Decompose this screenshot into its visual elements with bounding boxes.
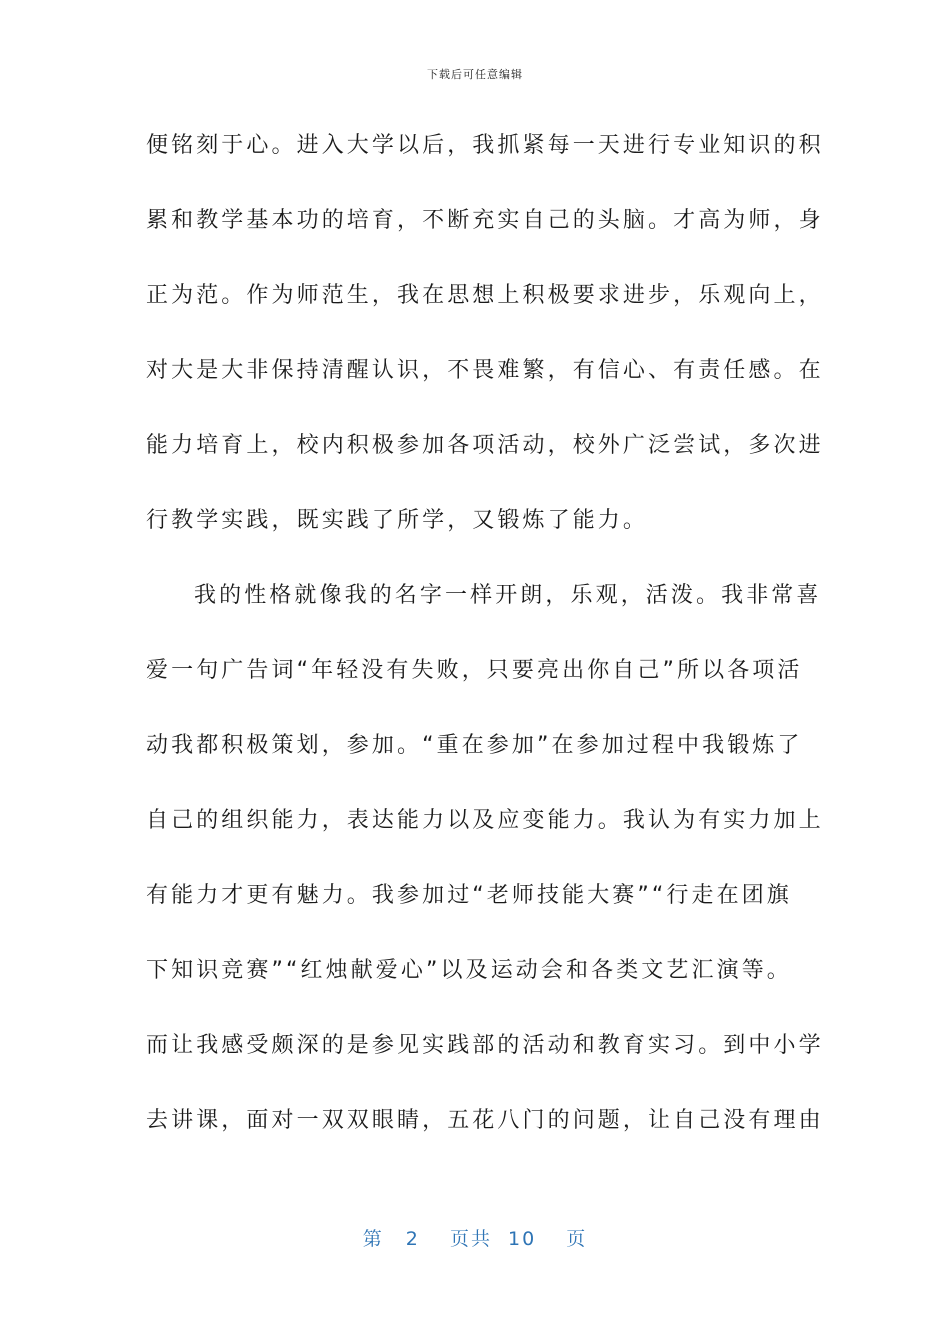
text-line: 去讲课，面对一双双眼睛，五花八门的问题，让自己没有理由 <box>146 1108 824 1133</box>
footer-suffix: 页 <box>566 1228 588 1250</box>
text-line: 正为范。作为师范生，我在思想上积极要求进步，乐观向上， <box>146 283 824 308</box>
text-line: 对大是大非保持清醒认识，不畏难繁，有信心、有责任感。在 <box>146 358 824 383</box>
document-body <box>146 118 824 1168</box>
text-line: 有能力才更有魅力。我参加过“老师技能大赛”“行走在团旗 <box>146 883 792 908</box>
text-line: 行教学实践，既实践了所学，又锻炼了能力。 <box>146 508 649 533</box>
text-line: 自己的组织能力，表达能力以及应变能力。我认为有实力加上 <box>146 808 824 833</box>
page-footer <box>0 1224 950 1251</box>
text-line: 能力培育上，校内积极参加各项活动，校外广泛尝试，多次进 <box>146 433 824 458</box>
paragraph-first-line: 我的性格就像我的名字一样开朗，乐观，活泼。我非常喜 <box>194 583 822 608</box>
text-line: 爱一句广告词“年轻没有失败，只要亮出你自己”所以各项活 <box>146 658 803 683</box>
text-line: 便铭刻于心。进入大学以后，我抓紧每一天进行专业知识的积 <box>146 133 824 158</box>
text-line: 而让我感受颇深的是参见实践部的活动和教育实习。到中小学 <box>146 1033 824 1058</box>
text-line: 动我都积极策划，参加。“重在参加”在参加过程中我锻炼了 <box>146 733 803 758</box>
total-pages-number: 10 <box>508 1228 537 1250</box>
page-header-note: 下载后可任意编辑 <box>427 68 523 81</box>
text-line: 累和教学基本功的培育，不断充实自己的头脑。才高为师，身 <box>146 208 824 233</box>
footer-prefix: 第 <box>362 1228 384 1250</box>
current-page-number: 2 <box>405 1228 420 1250</box>
text-line: 下知识竞赛”“红烛献爱心”以及运动会和各类文艺汇演等。 <box>146 958 792 983</box>
footer-middle: 页共 <box>449 1228 492 1250</box>
